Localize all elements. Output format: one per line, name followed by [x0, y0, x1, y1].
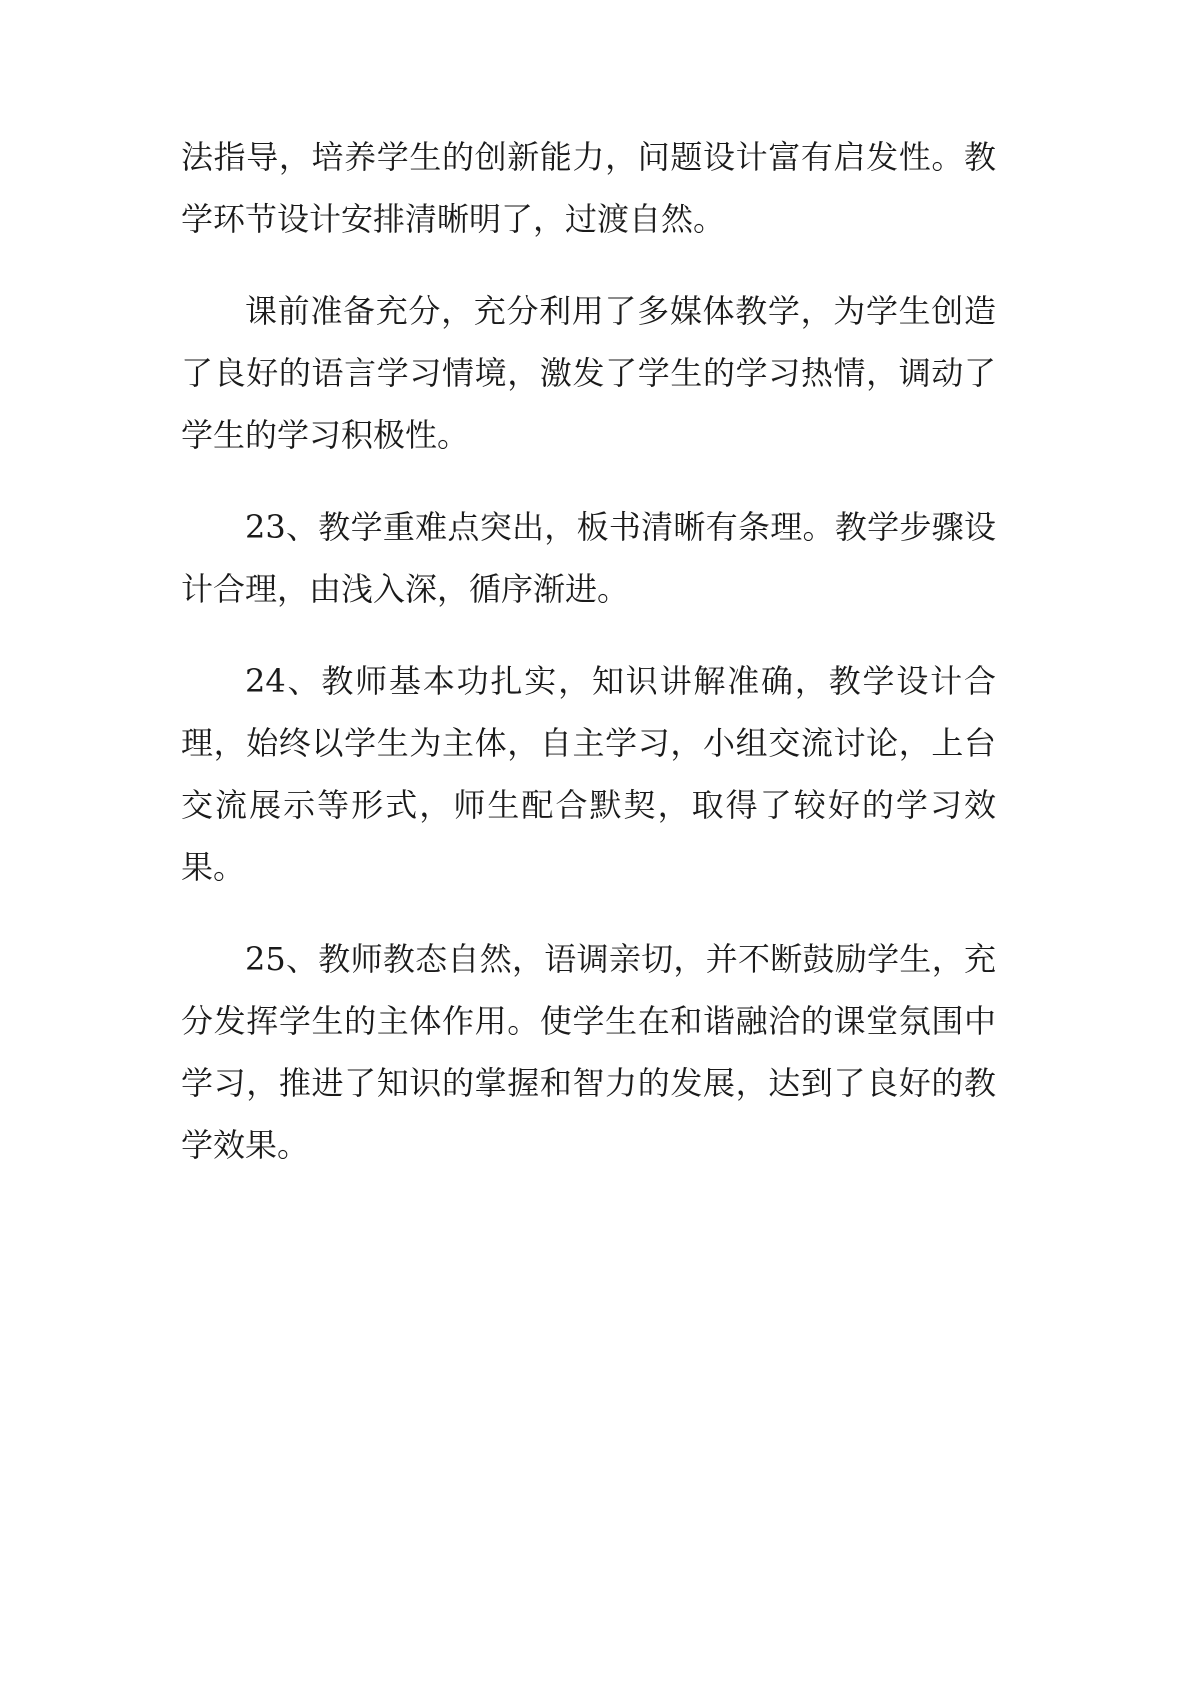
- paragraph-item-24: 24、教师基本功扎实，知识讲解准确，教学设计合理，始终以学生为主体，自主学习，小组交流讨论，上台交流展示等形式，师生配合默契，取得了较好的学习效果。: [181, 662, 996, 886]
- paragraph-continuation: 法指导，培养学生的创新能力，问题设计富有启发性。教学环节设计安排清晰明了，过渡自然。: [181, 138, 996, 238]
- paragraph-item-25: 25、教师教态自然，语调亲切，并不断鼓励学生，充分发挥学生的主体作用。使学生在和谐融洽的课堂氛围中学习，推进了知识的掌握和智力的发展，达到了良好的教学效果。: [181, 940, 996, 1164]
- paragraph-preparation: 课前准备充分，充分利用了多媒体教学，为学生创造了良好的语言学习情境，激发了学生的学习热情，调动了学生的学习积极性。: [181, 292, 996, 454]
- document-body: [181, 126, 996, 1206]
- paragraph-item-23: 23、教学重难点突出，板书清晰有条理。教学步骤设计合理，由浅入深，循序渐进。: [181, 508, 996, 608]
